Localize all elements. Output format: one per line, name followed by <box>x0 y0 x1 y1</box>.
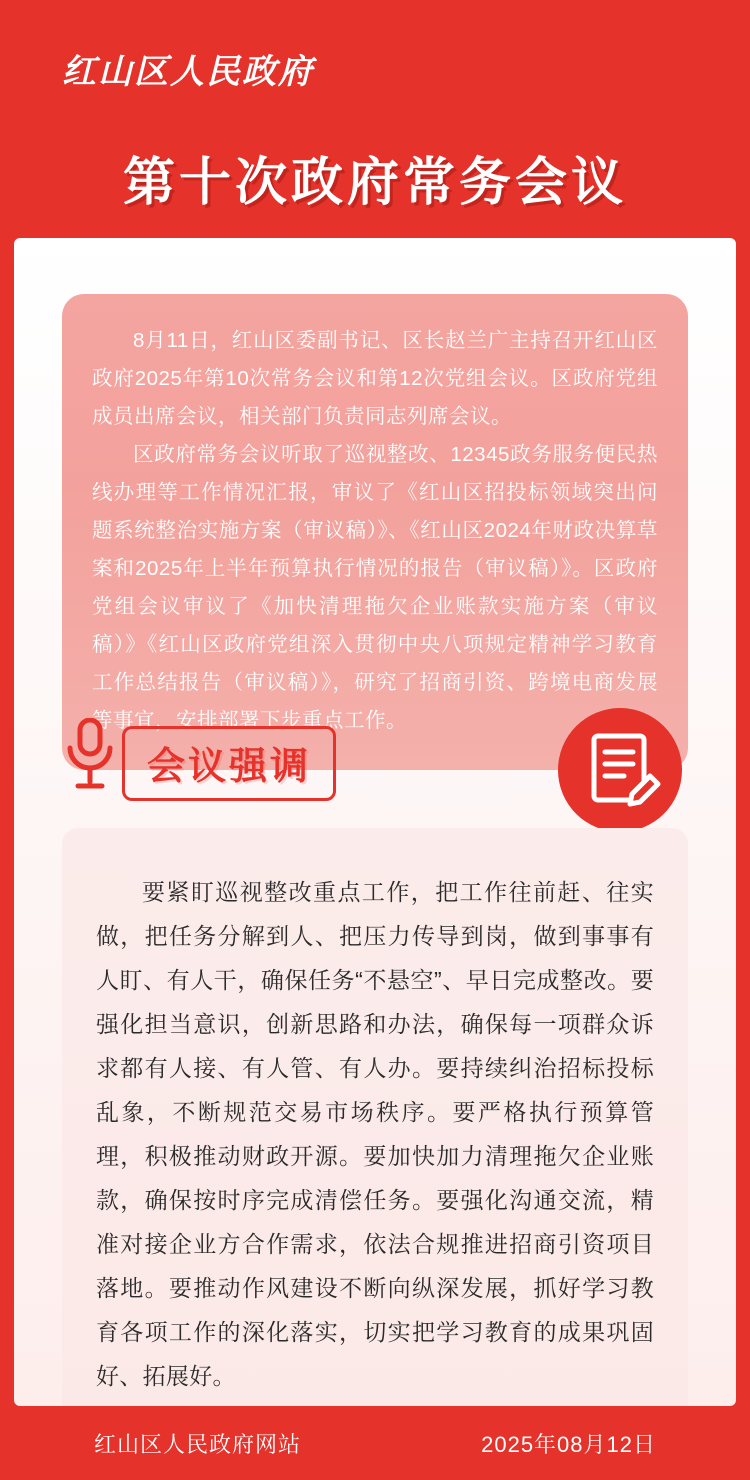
poster-header <box>0 0 750 238</box>
microphone-icon <box>62 718 118 792</box>
section-badge-label: 会议强调 <box>147 746 312 788</box>
government-logo: 红山区人民政府 <box>62 54 314 91</box>
poster-footer <box>0 1406 750 1480</box>
summary-paragraph-2: 区政府常务会议听取了巡视整改、12345政务服务便民热线办理等工作情况汇报，审议了《红山区招投标领域突出问题系统整治实施方案（审议稿）》、《红山区2024年财政决算草案和2025年上半年预算执行情况的报告（审议稿）》。区政府党组会议审议了《加快清理拖欠企业账款实施方案（审议稿）》《红山区政府党组深入贯彻中央八项规定精神学习教育工作总结报告（审议稿）》，研究了招商引资、跨境电商发展等事宜，安排部署下步重点工作。 <box>92 443 658 732</box>
meeting-emphasis-card <box>62 828 688 1438</box>
section-badge <box>122 726 336 801</box>
meeting-summary-card <box>62 294 688 770</box>
summary-paragraph-1: 8月11日，红山区委副书记、区长赵兰广主持召开红山区政府2025年第10次常务会议和第12次党组会议。区政府党组成员出席会议，相关部门负责同志列席会议。 <box>92 329 658 428</box>
section-heading <box>54 708 694 818</box>
footer-source: 红山区人民政府网站 <box>94 1431 302 1457</box>
footer-date: 2025年08月12日 <box>481 1431 656 1457</box>
page-title: 第十次政府常务会议 <box>122 154 627 212</box>
emphasis-paragraph: 要紧盯巡视整改重点工作，把工作往前赶、往实做，把任务分解到人、把压力传导到岗，做到事事有人盯、有人干，确保任务“不悬空”、早日完成整改。要强化担当意识，创新思路和办法，确保每一项群众诉求都有人接、有人管、有人办。要持续纠治招标投标乱象，不断规范交易市场秩序。要严格执行预算管理，积极推动财政开源。要加快加力清理拖欠企业账款，确保按时序完成清偿任务。要强化沟通交流，精准对接企业方合作需求，依法合规推进招商引资项目落地。要推动作风建设不断向纵深发展，抓好学习教育各项工作的深化落实，切实把学习教育的成果巩固好、拓展好。 <box>96 879 654 1389</box>
document-edit-icon <box>558 708 682 832</box>
content-panel <box>14 238 736 1406</box>
